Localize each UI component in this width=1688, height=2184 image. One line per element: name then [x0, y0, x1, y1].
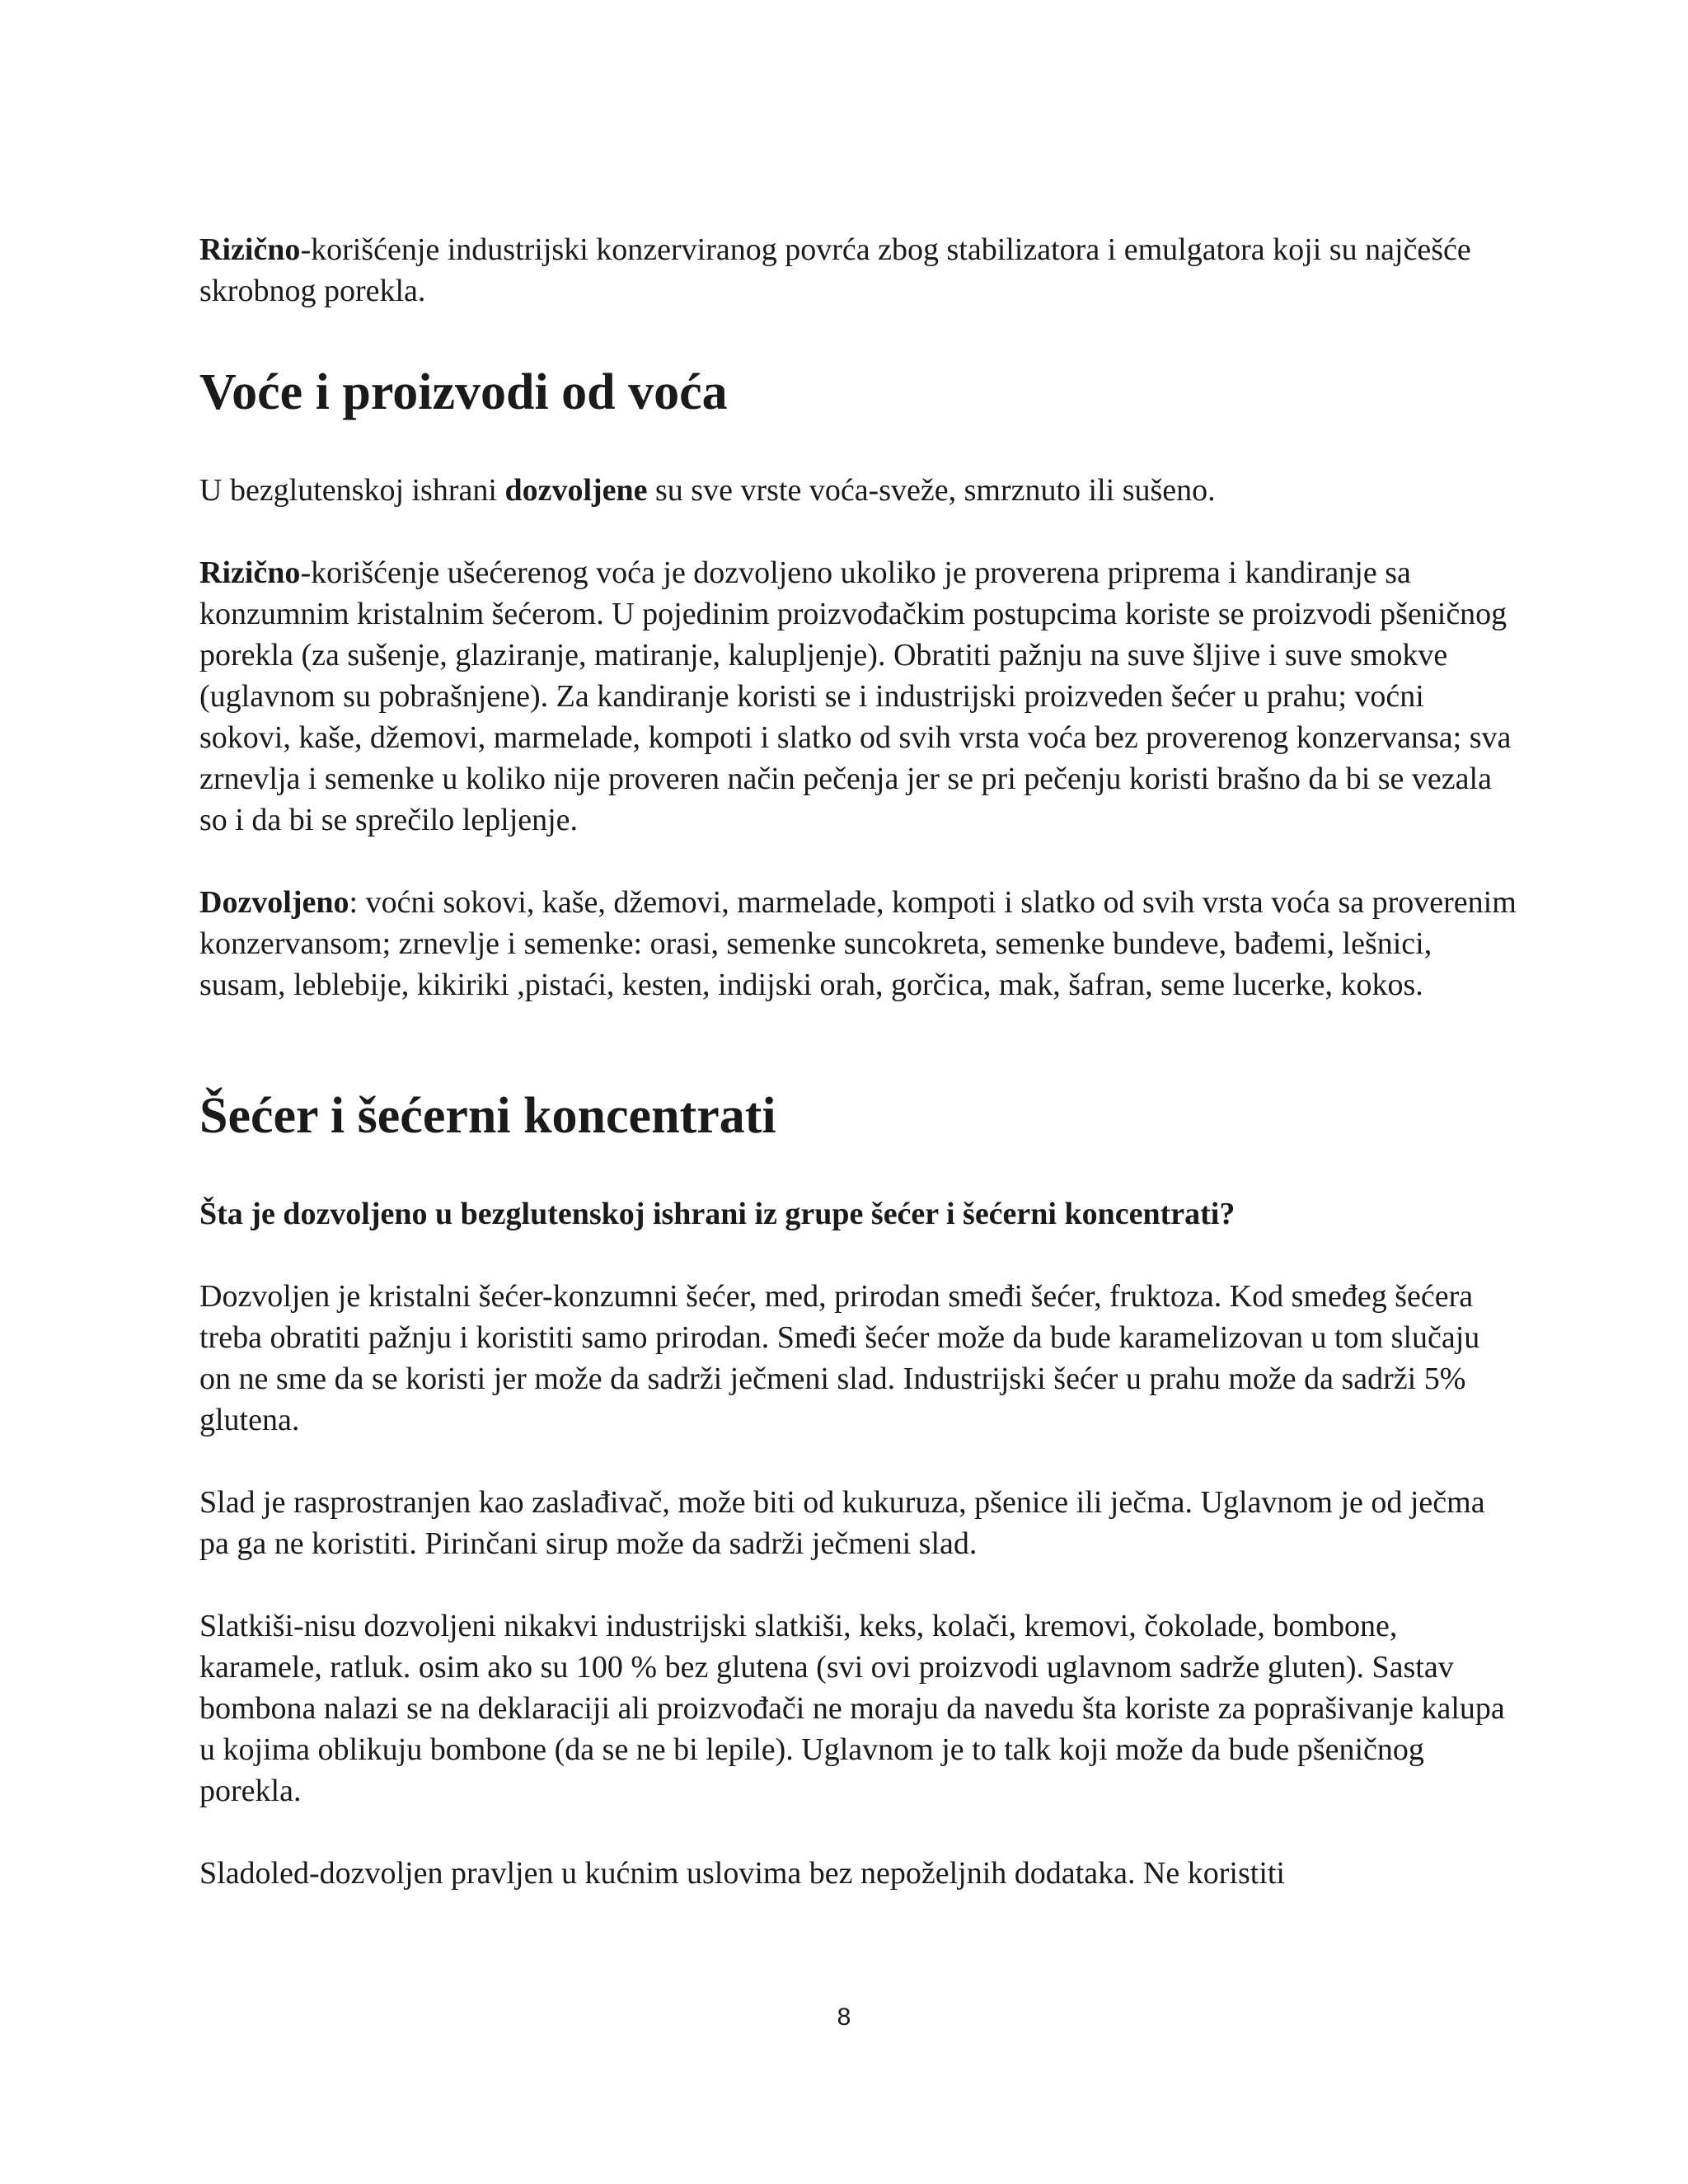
question-secer: Šta je dozvoljeno u bezglutenskoj ishrani iz grupe šećer i šećerni koncentrati?: [199, 1197, 1236, 1231]
label-dozvoljeno: Dozvoljeno: [199, 885, 349, 920]
paragraph-sladoled: Sladoled-dozvoljen pravljen u kućnim uslovima bez nepoželjnih dodataka. Ne koristiti: [199, 1856, 1285, 1891]
paragraph-rizicno-voce: [199, 552, 1518, 841]
paragraph-text: -korišćenje industrijski konzerviranog povrća zbog stabilizatora i emulgatora koji su najčešće skrobnog porekla.: [199, 232, 1471, 308]
paragraph-text: -korišćenje ušećerenog voća je dozvoljeno ukoliko je proverena priprema i kandiranje sa konzumnim kristalnim šećerom. U pojedinim proizvođačkim postupcima koriste se proizvodi pšeničnog porekla (za sušenje, glaziranje, matiranje, kalupljenje). Obratiti pažnju na suve šljive i suve smokve (uglavnom su pobrašnjene). Za kandiranje koristi se i industrijski proizveden šećer u prahu; voćni sokovi, kaše, džemovi, marmelade, kompoti i slatko od svih vrsta voća bez proverenog konzervansa; sva zrnevlja i semenke u koliko nije proveren način pečenja jer se pri pečenju koristi brašno da bi se vezala so i da bi se sprečilo lepljenje.: [199, 555, 1512, 837]
paragraph-text-after: su sve vrste voća-sveže, smrznuto ili sušeno.: [647, 473, 1216, 508]
paragraph-text: : voćni sokovi, kaše, džemovi, marmelade, kompoti i slatko od svih vrsta voća sa proverenim konzervansom; zrnevlje i semenke: orasi, semenke suncokreta, semenke bundeve, bađemi, lešnici, susam, leblebije, kikiriki ,pistaći, kesten, indijski orah, gorčica, mak, šafran, seme lucerke, kokos.: [199, 885, 1517, 1002]
document-page: [199, 229, 1518, 1894]
label-rizicno: Rizično: [199, 555, 301, 590]
paragraph-secer-dozvoljen: Dozvoljen je kristalni šećer-konzumni šećer, med, prirodan smeđi šećer, fruktoza. Kod smeđeg šećera treba obratiti pažnju i koristiti samo prirodan. Smeđi šećer može da bude karamelizovan u tom slučaju on ne sme da se koristi jer može da sadrži ječmeni slad. Industrijski šećer u prahu može da sadrži 5% glutena.: [199, 1279, 1480, 1437]
paragraph-dozvoljeno-voce: [199, 882, 1518, 1005]
paragraph-slatkisi: Slatkiši-nisu dozvoljeni nikakvi industrijski slatkiši, keks, kolači, kremovi, čokolade, bombone, karamele, ratluk. osim ako su 100 % bez glutena (svi ovi proizvodi uglavnom sadrže gluten). Sastav bombona nalazi se na deklaraciji ali proizvođači ne moraju da navedu šta koriste za poprašivanje kalupa u kojima oblikuju bombone (da se ne bi lepile). Uglavnom je to talk koji može da bude pšeničnog porekla.: [199, 1609, 1505, 1808]
paragraph-text-before: U bezglutenskoj ishrani: [199, 473, 505, 508]
paragraph-slad: Slad je rasprostranjen kao zaslađivač, može biti od kukuruza, pšenice ili ječma. Uglavnom je od ječma pa ga ne koristiti. Pirinčani sirup može da sadrži ječmeni slad.: [199, 1485, 1485, 1561]
label-rizicno: Rizično: [199, 232, 301, 267]
heading-voce: Voće i proizvodi od voća: [199, 364, 728, 420]
page-number: 8: [837, 2004, 851, 2031]
bold-dozvoljene: dozvoljene: [504, 473, 648, 508]
heading-secer: Šećer i šećerni koncentrati: [199, 1088, 776, 1144]
paragraph-rizicno-povrce: [199, 229, 1518, 312]
paragraph-voce-dozvoljene: [199, 470, 1518, 511]
